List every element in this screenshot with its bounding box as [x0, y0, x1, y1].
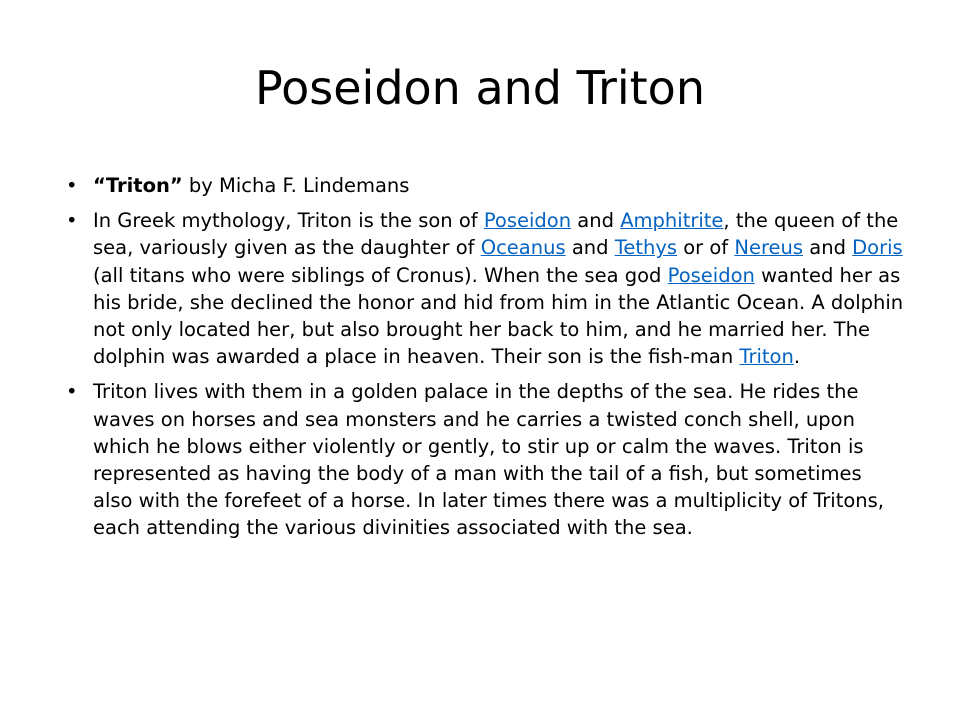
- link-amphitrite[interactable]: Amphitrite: [620, 209, 724, 233]
- bullet-icon: •: [66, 174, 78, 197]
- text-segment: , the queen of the sea, variously given as the daughter of: [93, 209, 899, 260]
- list-item-triton-description: [66, 378, 906, 541]
- text-segment: and: [571, 209, 621, 233]
- link-poseidon-2[interactable]: Poseidon: [667, 263, 755, 287]
- list-item-parentage: [66, 207, 906, 370]
- link-poseidon[interactable]: Poseidon: [483, 209, 572, 233]
- link-nereus[interactable]: Nereus: [734, 236, 804, 260]
- list-item-source: [66, 172, 906, 199]
- bullet-icon: •: [66, 380, 78, 404]
- triton-description-text: Triton lives with them in a golden palace in the depths of the sea. He rides the waves on horses and sea monsters and he carries a twisted conch shell, upon which he blows either violently or gently, to stir up or calm the waves. Triton is represented as having the body of a man with the tail of a fish, but sometimes also with the forefeet of a horse. In later times there was a multiplicity of Tritons, each attending the various divinities associated with the sea.: [93, 380, 884, 540]
- bullet-list: [66, 172, 906, 550]
- bullet-icon: •: [66, 209, 78, 233]
- text-segment: or of: [677, 236, 735, 260]
- text-segment: In Greek mythology, Triton is the son of: [93, 209, 484, 233]
- text-segment: and: [565, 236, 615, 260]
- text-segment: wanted her as his bride, she declined the honor and hid from him in the Atlantic Ocean. A dolphin not only located her, but also brought her back to him, and he married her. The dolphin was awarded a place in heaven. Their son is the fish-man: [93, 263, 904, 369]
- link-doris[interactable]: Doris: [852, 236, 903, 260]
- link-triton[interactable]: Triton: [739, 345, 794, 369]
- link-tethys[interactable]: Tethys: [614, 236, 678, 260]
- source-author: by Micha F. Lindemans: [182, 174, 410, 197]
- link-oceanus[interactable]: Oceanus: [480, 236, 566, 260]
- text-segment: .: [793, 345, 801, 369]
- text-segment: (all titans who were siblings of Cronus). When the sea god: [93, 263, 668, 287]
- text-segment: and: [803, 236, 853, 260]
- source-title: “Triton”: [93, 174, 183, 197]
- slide-title: Poseidon and Triton: [255, 61, 705, 115]
